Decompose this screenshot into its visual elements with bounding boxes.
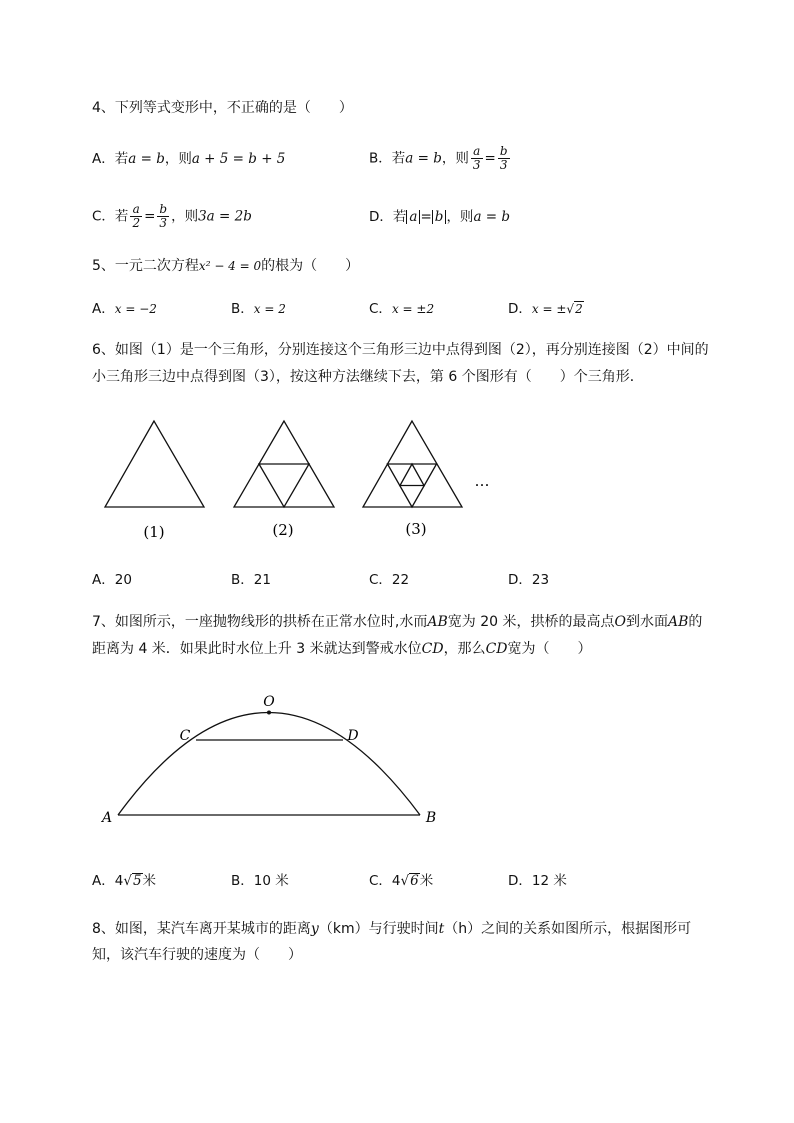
q4-d-result: a = b — [473, 209, 511, 225]
q5-equation: x² − 4 = 0 — [198, 259, 262, 273]
q7-line1-a: 7、如图所示，一座抛物线形的拱桥在正常水位时,水而 — [92, 614, 428, 630]
q6-option-b: B．21 — [231, 572, 271, 588]
q5-c-label: C． — [369, 301, 392, 317]
q7-line2-b: ，那么 — [443, 641, 486, 657]
q7-option-a — [92, 871, 156, 891]
q7-label-o: O — [263, 694, 275, 710]
q7-line1-c: 到水面 — [625, 614, 668, 630]
q7-option-c — [369, 871, 433, 891]
q7-a-unit: 米 — [142, 873, 157, 889]
q7-vertex-point — [267, 711, 271, 715]
q4-c-den2: 3 — [159, 216, 168, 230]
q8-line1-c: （h）之间的关系如图所示，根据图形可 — [444, 921, 692, 937]
q7-ab-ref1: AB — [427, 614, 448, 630]
q6-figure2-label: (2) — [272, 521, 294, 539]
q4-b-label: B．若 — [369, 150, 406, 167]
q7-label-a: A — [101, 810, 113, 826]
q4-b-den2: 3 — [499, 158, 508, 172]
q4-a-label: A．若 — [92, 151, 129, 167]
q6-option-d: D．23 — [508, 572, 550, 588]
q7-c-unit: 米 — [419, 873, 434, 889]
q6-stem-line1: 6、如图（1）是一个三角形，分别连接这个三角形三边中点得到图（2），再分别连接图（2）中间的 — [92, 342, 709, 358]
q5-b-value: x = 2 — [253, 302, 286, 316]
q7-a-radicand: 5 — [132, 873, 142, 889]
q4-c-den1: 2 — [132, 216, 141, 230]
q6-option-a: A．20 — [92, 572, 132, 588]
q8-stem-line2: 知，该汽车行驶的速度为（ ） — [92, 947, 302, 963]
q7-line2-a: 距离为 4 米．如果此时水位上升 3 米就达到警戒水位 — [92, 641, 422, 657]
q7-label-b: B — [425, 810, 437, 826]
q5-b-label: B． — [231, 301, 254, 317]
q7-label-c: C — [179, 728, 191, 744]
q5-stem-post: 的根为（ ） — [261, 258, 360, 274]
q6-option-c: C．22 — [369, 572, 410, 588]
q6-figure3-label: (3) — [405, 520, 427, 538]
q4-c-eq: = — [144, 208, 156, 225]
q8-y-var: y — [310, 921, 319, 937]
q4-b-eq: = — [484, 150, 496, 167]
radical-icon: √ — [566, 302, 575, 316]
q6-ellipsis: … — [474, 472, 490, 490]
q7-c-radicand: 6 — [410, 873, 419, 889]
q4-d-abs2: b — [432, 210, 447, 224]
q4-c-num1: a — [130, 203, 142, 217]
q8-line1-a: 8、如图，某汽车离开某城市的距离 — [92, 921, 311, 937]
q4-d-label: D．若 — [369, 209, 407, 225]
q8-stem-line1 — [92, 919, 691, 939]
q4-b-den1: 3 — [472, 158, 481, 172]
radical-icon: √ — [123, 873, 132, 889]
q5-a-value: x = −2 — [114, 302, 157, 316]
q8-line1-b: （km）与行驶时间 — [318, 921, 439, 937]
q4-a-mid: ，则 — [164, 151, 192, 167]
q4-d-eq: = — [420, 209, 432, 225]
q4-a-result: a + 5 = b + 5 — [191, 151, 286, 167]
q6-figure1-label: (1) — [143, 523, 165, 541]
q7-ab-ref2: AB — [667, 614, 689, 630]
q8-t-var: t — [438, 921, 445, 937]
q4-c-num2: b — [159, 202, 168, 216]
q4-c-mid: ，则 — [171, 208, 199, 225]
q5-d-radicand: 2 — [575, 302, 583, 316]
q7-option-d: D．12 米 — [508, 873, 567, 889]
q7-a-label: A．4 — [92, 873, 124, 889]
q4-b-mid: ，则 — [441, 150, 469, 167]
q5-c-value: x = ±2 — [391, 302, 435, 316]
q7-cd-ref1: CD — [421, 641, 444, 657]
q4-b-num2: b — [499, 144, 508, 158]
q7-label-d: D — [347, 728, 359, 744]
q5-a-label: A． — [92, 301, 115, 317]
q5-d-label: D． — [508, 301, 532, 317]
q4-a-cond: a = b — [128, 151, 165, 167]
q4-d-abs1: a — [406, 210, 420, 224]
q6-stem-line2: 小三角形三边中点得到图（3），按这种方法继续下去，第 6 个图形有（ ）个三角形． — [92, 369, 644, 385]
q7-parabola-arch — [118, 713, 420, 816]
q7-cd-ref2: CD — [485, 641, 508, 657]
q4-b-cond: a = b — [405, 150, 442, 167]
q7-option-b: B．10 米 — [231, 873, 289, 889]
q7-line1-d: 的 — [688, 614, 703, 630]
q5-stem-pre: 5、一元二次方程 — [92, 258, 199, 274]
q7-c-label: C．4 — [369, 873, 401, 889]
q4-c-label: C．若 — [92, 208, 129, 225]
q4-stem: 4、下列等式变形中，不正确的是（ ） — [92, 100, 353, 116]
q5-d-value: x = ± — [531, 302, 567, 316]
q7-o-ref: O — [614, 614, 626, 630]
q7-line2-c: 宽为（ ） — [507, 641, 592, 657]
q4-c-result: 3a = 2b — [198, 208, 252, 225]
q4-d-mid: ，则 — [446, 209, 474, 225]
q7-line1-b: 宽为 20 米，拱桥的最高点 — [447, 614, 615, 630]
radical-icon: √ — [400, 873, 410, 889]
q4-b-num1: a — [471, 145, 483, 159]
